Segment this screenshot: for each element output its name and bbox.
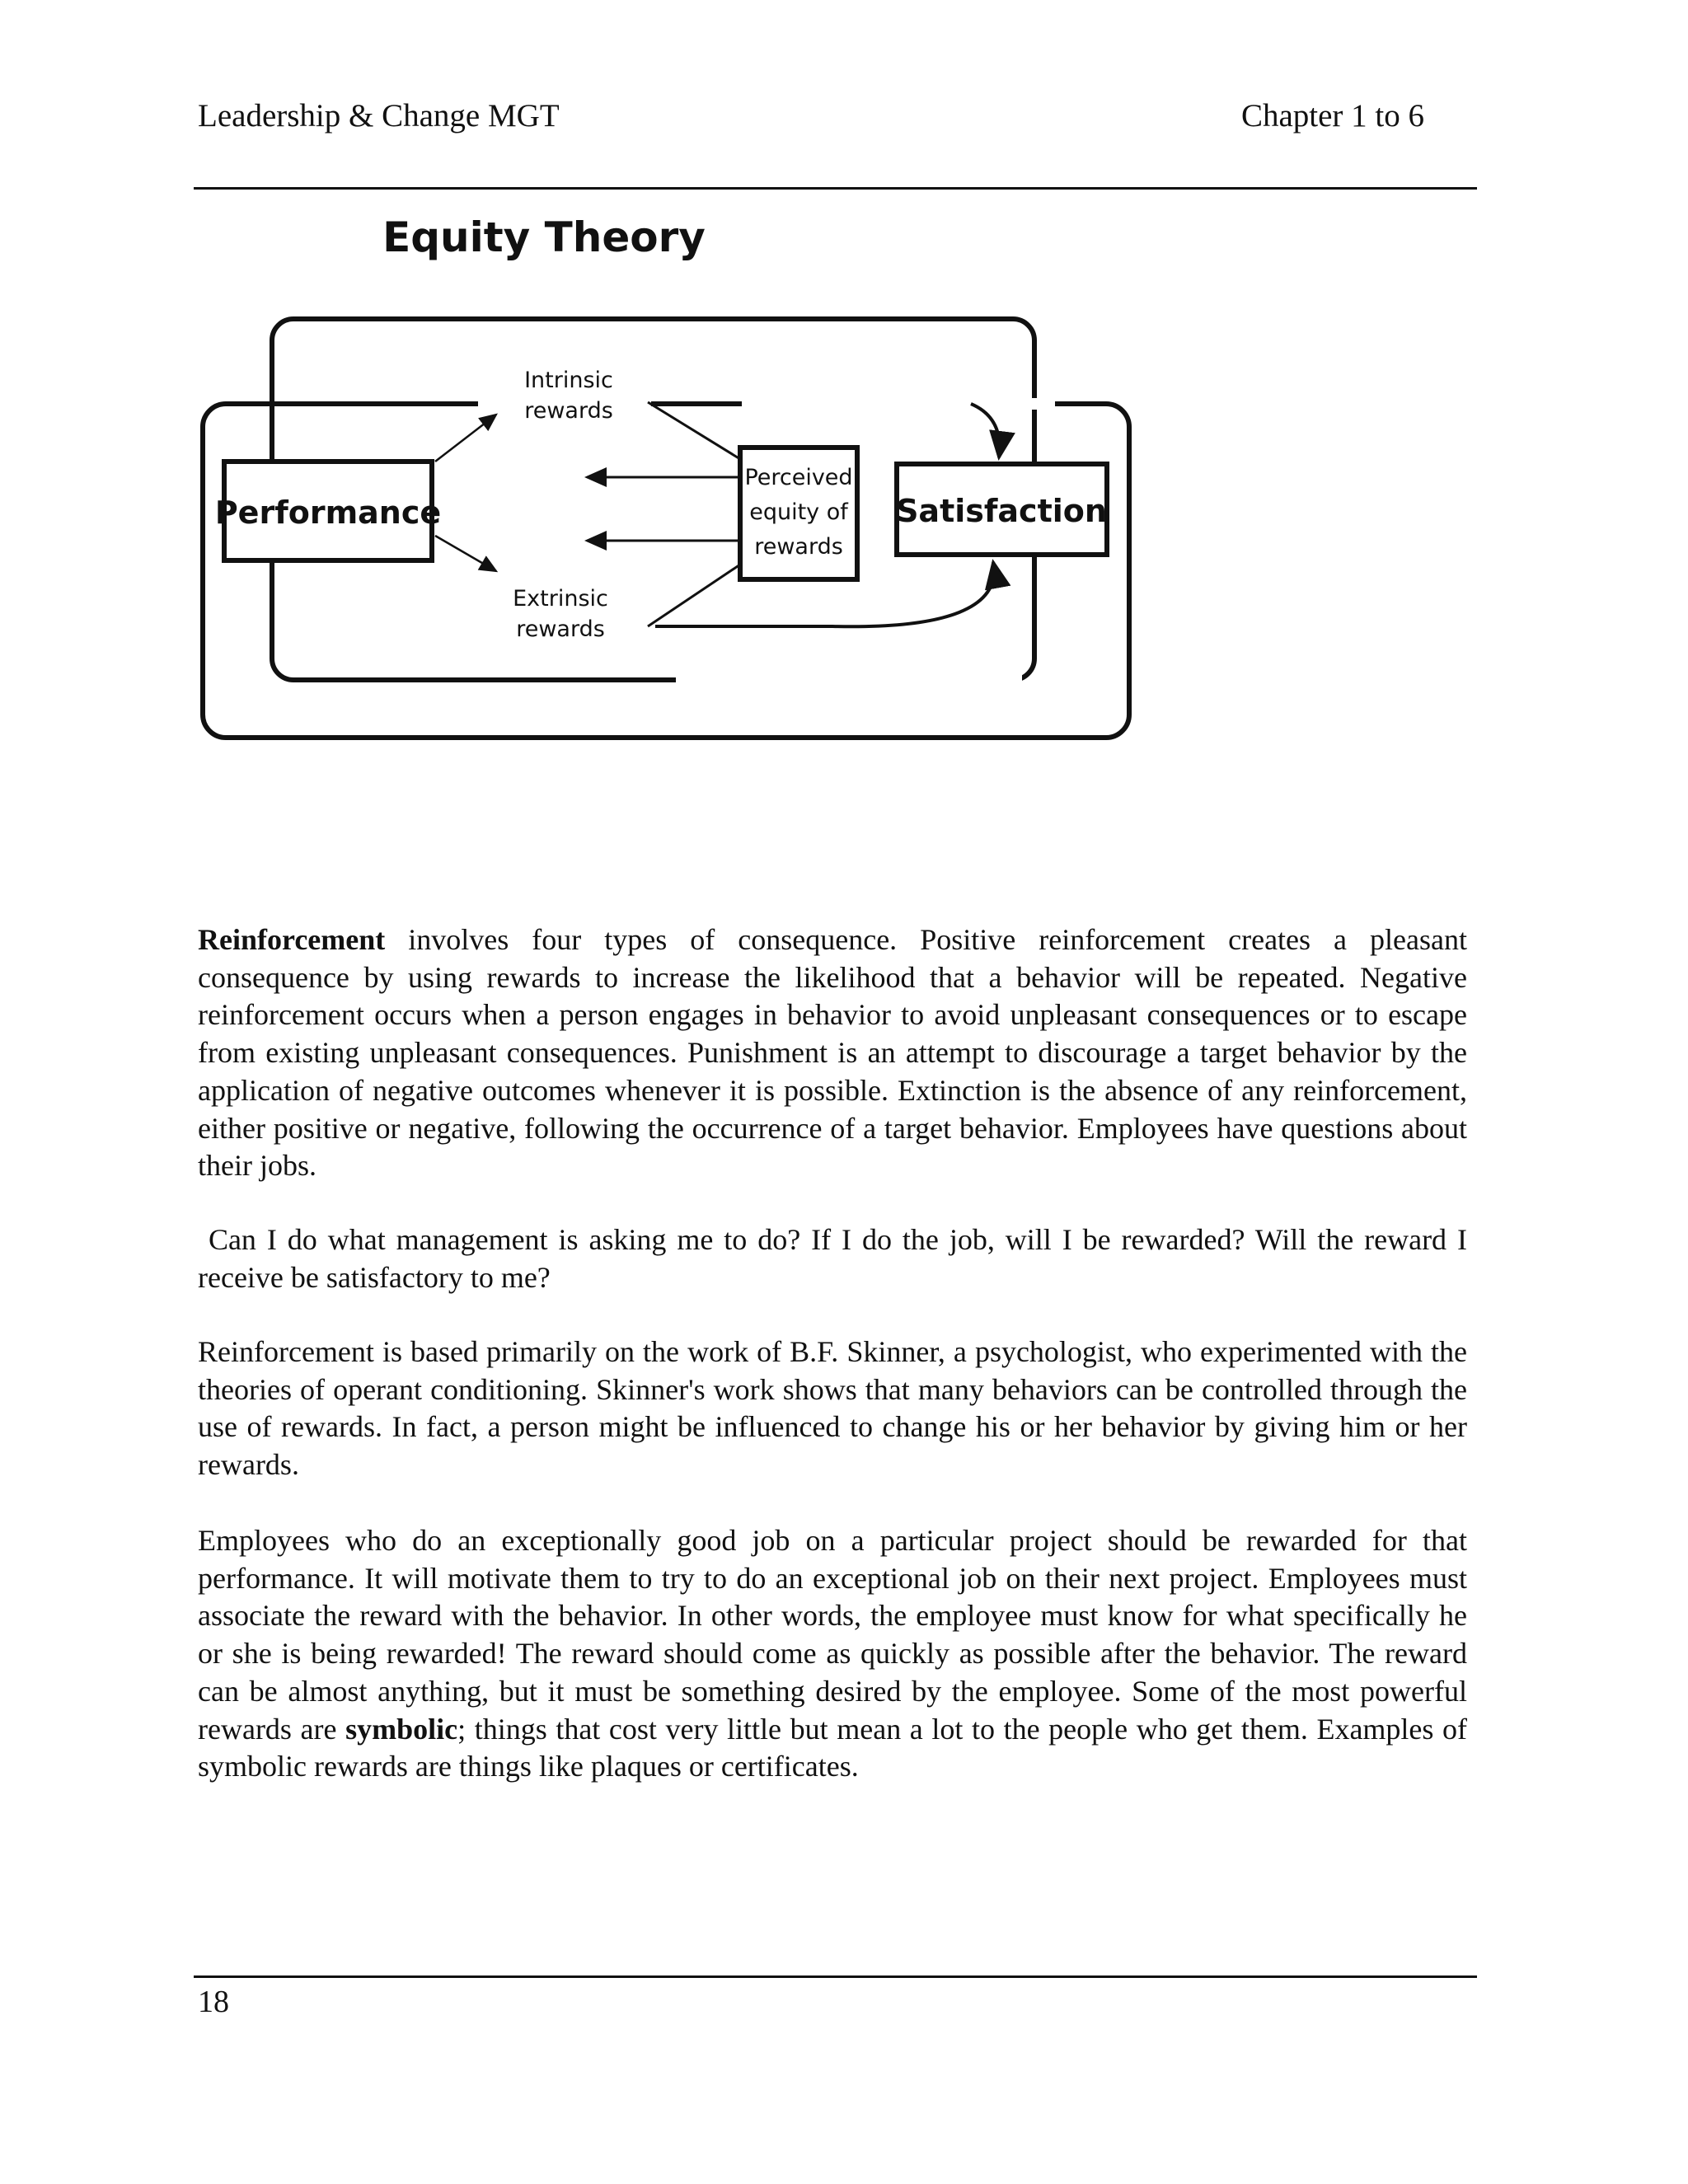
arrow-performance-to-intrinsic [435, 415, 496, 462]
page-number: 18 [198, 1985, 229, 2019]
arrow-performance-to-extrinsic [435, 536, 496, 571]
perceived-equity-line3: rewards [754, 534, 843, 560]
paragraph-1-text: involves four types of consequence. Positive reinforcement creates a pleasant consequence by using rewards to increase the likelihood that a behavior will be repeated. Negative reinforcement occurs when a person engages in behavior to avoid unpleasant consequences or to escape from existing unpleasant consequences. Punishment is an attempt to discourage a target behavior by the application of negative outcomes whenever it is possible. Extinction is the absence of any reinforcement, either positive or negative, following the occurrence of a target behavior. Employees have questions about their jobs. [198, 923, 1467, 1183]
equity-theory-svg [190, 202, 1146, 754]
term-reinforcement: Reinforcement [198, 923, 386, 956]
extrinsic-rewards-line1: Extrinsic [513, 586, 608, 612]
intrinsic-rewards-line2: rewards [524, 398, 613, 424]
footer-rule [194, 1975, 1477, 1978]
performance-label: Performance [214, 494, 442, 531]
term-symbolic: symbolic [345, 1712, 458, 1746]
header-rule [194, 187, 1477, 190]
paragraph-employee-questions [198, 1221, 1467, 1296]
intrinsic-to-equity-link [648, 402, 740, 459]
extrinsic-rewards-line2: rewards [516, 616, 605, 642]
paragraph-2-text: Can I do what management is asking me to do? If I do the job, will I be rewarded? Will the reward I receive be satisfactory to me? [198, 1223, 1467, 1294]
arrow-intrinsic-to-satisfaction [971, 404, 1000, 457]
extrinsic-to-equity-link [648, 565, 740, 626]
satisfaction-label: Satisfaction [896, 493, 1107, 529]
perceived-equity-line2: equity of [749, 499, 848, 525]
outer-feedback-loop [203, 404, 1129, 738]
intrinsic-rewards-line1: Intrinsic [524, 368, 613, 393]
paragraph-3-text: Reinforcement is based primarily on the work of B.F. Skinner, a psychologist, who experimented with the theories of operant conditioning. Skinner's work shows that many behaviors can be controlled through the use of rewards. In fact, a person might be influenced to change his or her behavior by giving him or her rewards. [198, 1335, 1467, 1482]
perceived-equity-line1: Perceived [744, 465, 853, 490]
paragraph-4-text-after: ; things that cost very little but mean a lot to the people who get them. Examples of symbolic rewards are things like plaques or certificates. [198, 1712, 1467, 1783]
running-header-chapter: Chapter 1 to 6 [1240, 98, 1424, 134]
paragraph-skinner [198, 1333, 1467, 1484]
paragraph-rewards [198, 1522, 1467, 1786]
running-header-title: Leadership & Change MGT [198, 98, 560, 134]
diagram-title: Equity Theory [382, 213, 706, 261]
paragraph-4-text-before: Employees who do an exceptionally good job on a particular project should be rewarded for that performance. It will motivate them to try to do an exceptional job on their next project. Employees must associate the reward with the behavior. In other words, the employee must know for what specifically he or she is being rewarded! The reward should come as quickly as possible after the behavior. The reward can be almost anything, but it must be something desired by the employee. Some of the most powerful rewards are [198, 1524, 1467, 1746]
equity-theory-diagram [190, 202, 1146, 754]
paragraph-reinforcement-types [198, 921, 1467, 1185]
